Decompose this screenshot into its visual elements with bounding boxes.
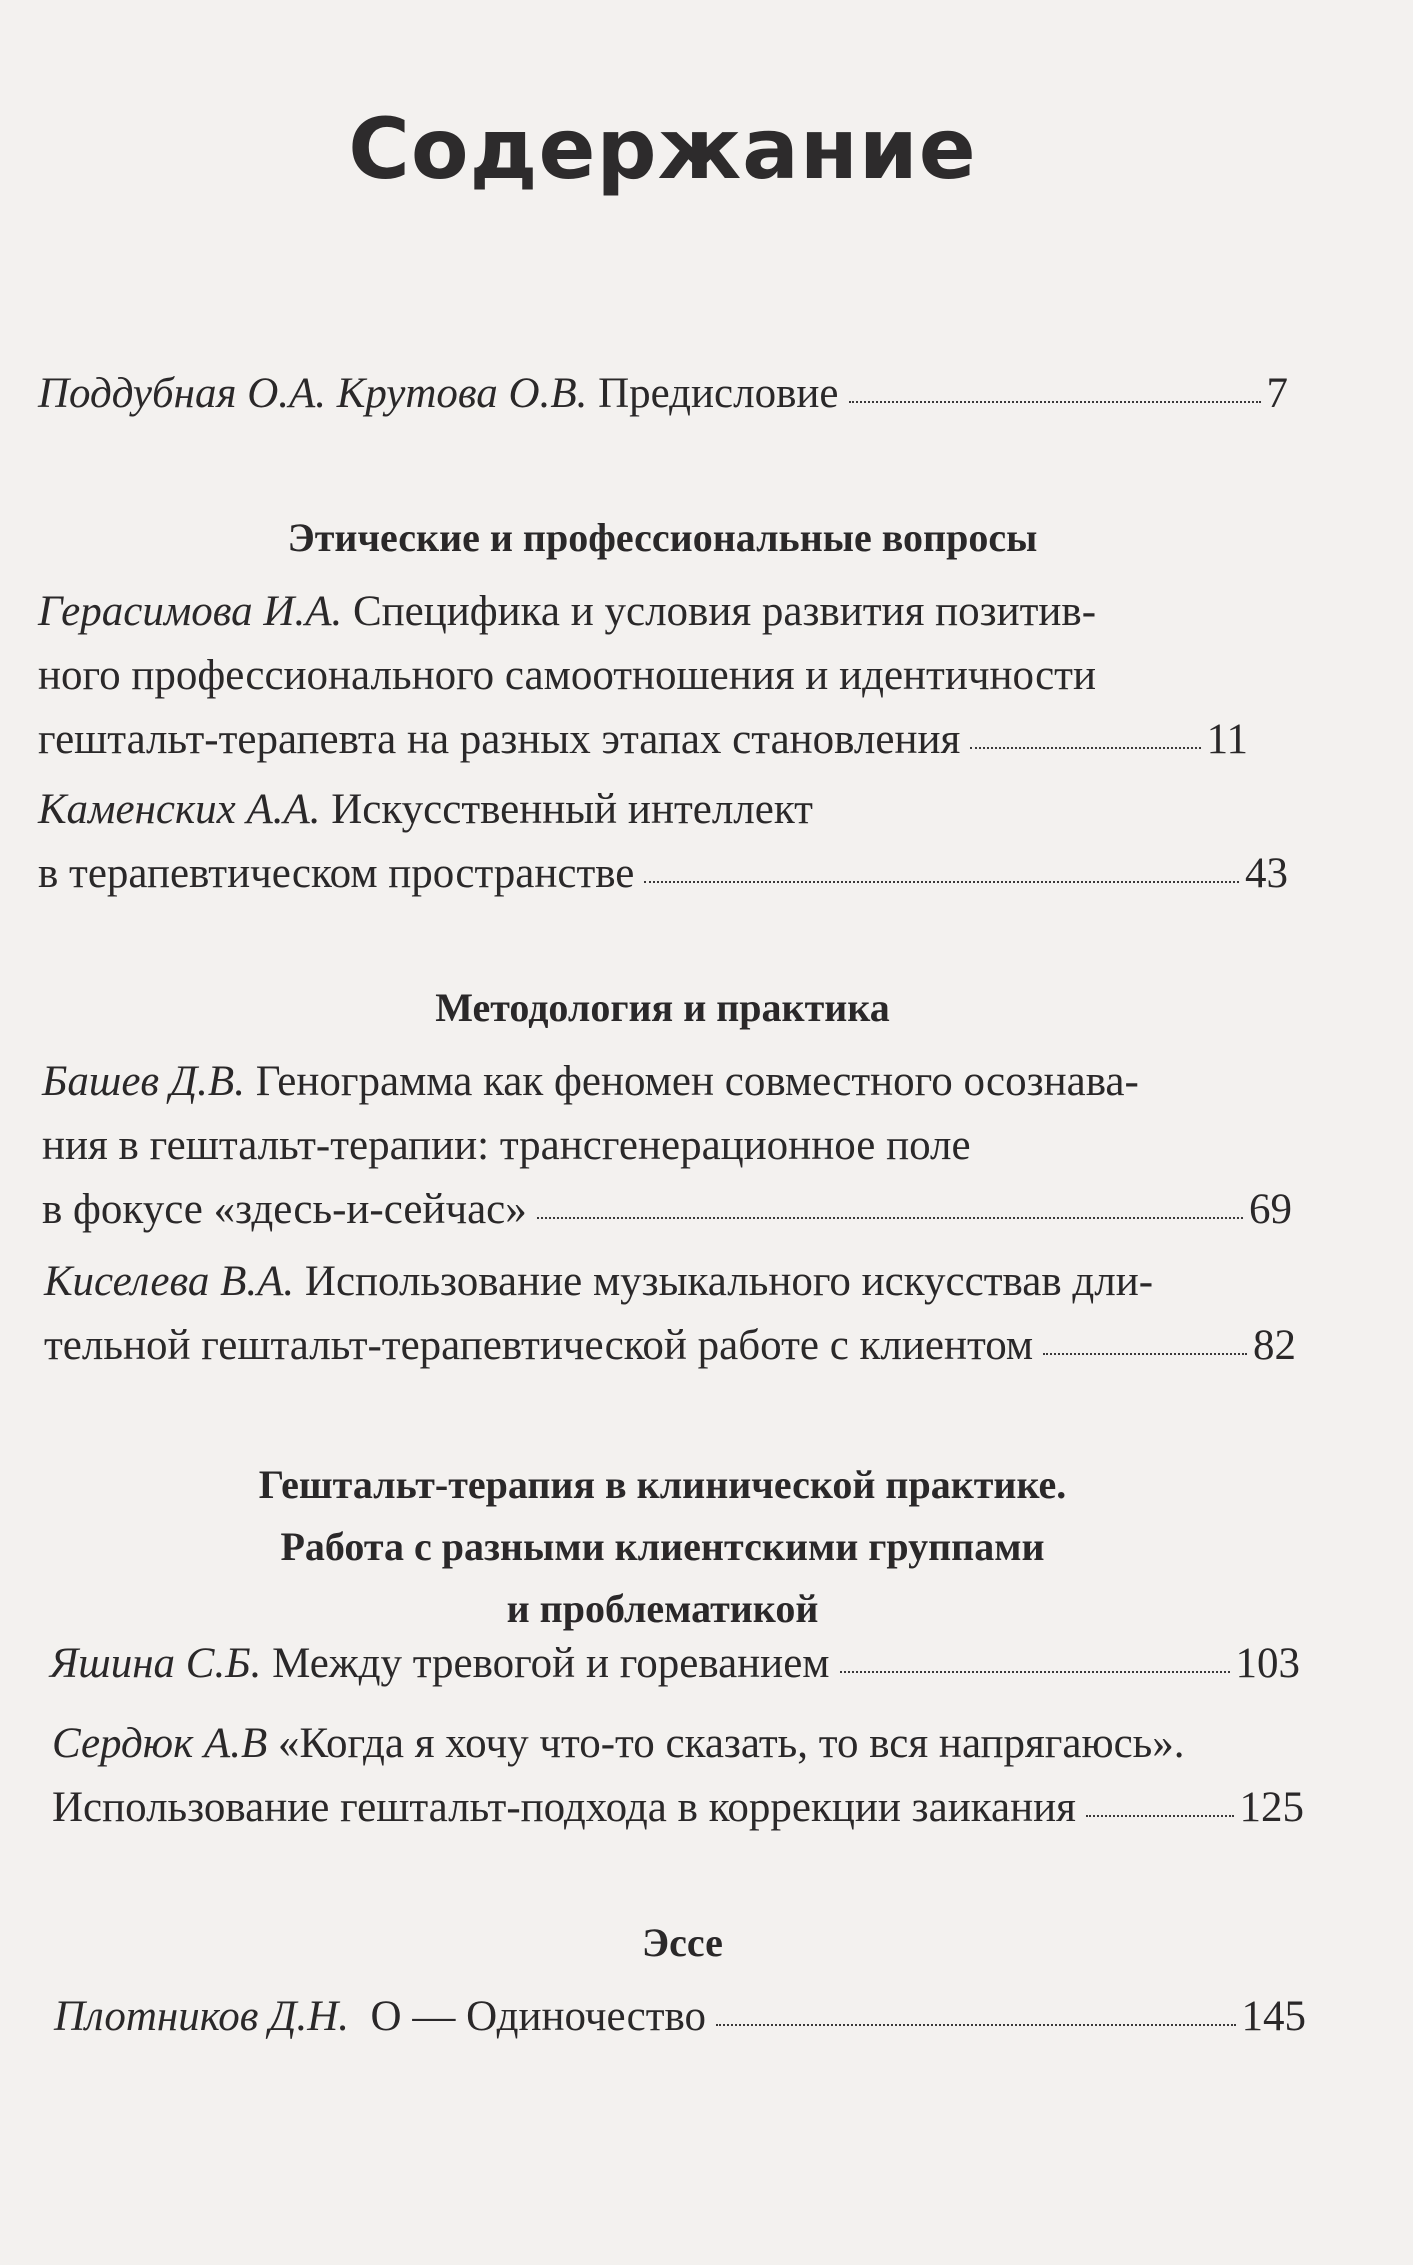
page-number: 11 <box>1206 716 1248 763</box>
entry-title-line: Между тревогой и гореванием <box>272 1640 830 1687</box>
entry-author: Каменских А.А. <box>38 786 321 833</box>
entry-title-line: гештальт-терапевта на разных этапах становления <box>38 716 961 763</box>
toc-entry <box>54 1985 1306 2049</box>
page-number: 145 <box>1241 1993 1306 2040</box>
toc-entry <box>38 778 1288 906</box>
entry-title-line: в терапевтическом пространстве <box>38 850 635 897</box>
dot-leader <box>1086 1815 1234 1817</box>
entry-title: Предисловие <box>598 370 839 417</box>
entry-author: Сердюк А.В <box>52 1720 268 1767</box>
entry-author: Поддубная О.А. Крутова О.В. <box>38 370 588 417</box>
toc-entry <box>44 1250 1296 1378</box>
section-heading-line: Гештальт-терапия в клинической практике. <box>258 1462 1067 1507</box>
section-heading <box>0 1454 1325 1640</box>
section-heading-line: Работа с разными клиентскими группами <box>280 1524 1045 1569</box>
entry-title-line: О — Одиночество <box>370 1993 707 2040</box>
page-number: 69 <box>1249 1186 1292 1233</box>
entry-author: Плотников Д.Н. <box>54 1993 350 2040</box>
dot-leader <box>644 881 1239 883</box>
entry-author: Башев Д.В. <box>42 1058 245 1105</box>
toc-entry-preface <box>38 362 1288 426</box>
entry-author: Герасимова И.А. <box>38 588 343 635</box>
dot-leader <box>1043 1353 1247 1355</box>
entry-title-line: тельной гештальт-терапевтической работе с клиентом <box>44 1322 1034 1369</box>
dot-leader <box>849 401 1261 403</box>
entry-title-line: Генограмма как феномен совместного осознава- <box>255 1058 1139 1105</box>
section-heading: Этические и профессиональные вопросы <box>287 515 1038 560</box>
dot-leader <box>716 2024 1235 2026</box>
entry-title-line: ного профессионального самоотношения и идентичности <box>38 652 1096 699</box>
entry-author: Киселева В.А. <box>44 1258 295 1305</box>
page-number: 43 <box>1245 850 1288 897</box>
toc-entry <box>42 1050 1292 1242</box>
section-heading-line: и проблематикой <box>506 1586 819 1631</box>
page-number: 103 <box>1235 1640 1300 1687</box>
section-heading: Эссе <box>642 1920 723 1965</box>
toc-entry <box>50 1632 1300 1696</box>
page-number: 125 <box>1239 1784 1304 1831</box>
entry-title-line: «Когда я хочу что-то сказать, то вся напрягаюсь». <box>277 1720 1185 1767</box>
entry-title-line: Искусственный интеллект <box>331 786 813 833</box>
page-title: Содержание <box>348 100 977 198</box>
entry-title-line: Специфика и условия развития позитив- <box>352 588 1097 635</box>
dot-leader <box>537 1217 1243 1219</box>
toc-entry <box>52 1712 1304 1840</box>
toc-entry <box>38 580 1248 772</box>
entry-title-line: Использование музыкального искусствав дли- <box>304 1258 1154 1305</box>
dot-leader <box>840 1671 1230 1673</box>
entry-title-line: в фокусе «здесь-и-сейчас» <box>42 1186 527 1233</box>
entry-title-line: ния в гештальт-терапии: трансгенерационное поле <box>42 1122 971 1169</box>
entry-title-line: Использование гештальт-подхода в коррекции заикания <box>52 1784 1076 1831</box>
dot-leader <box>970 747 1200 749</box>
page-number: 82 <box>1253 1322 1296 1369</box>
page-number: 7 <box>1266 370 1288 417</box>
section-heading: Методология и практика <box>435 985 890 1030</box>
entry-author: Яшина С.Б. <box>50 1640 262 1687</box>
